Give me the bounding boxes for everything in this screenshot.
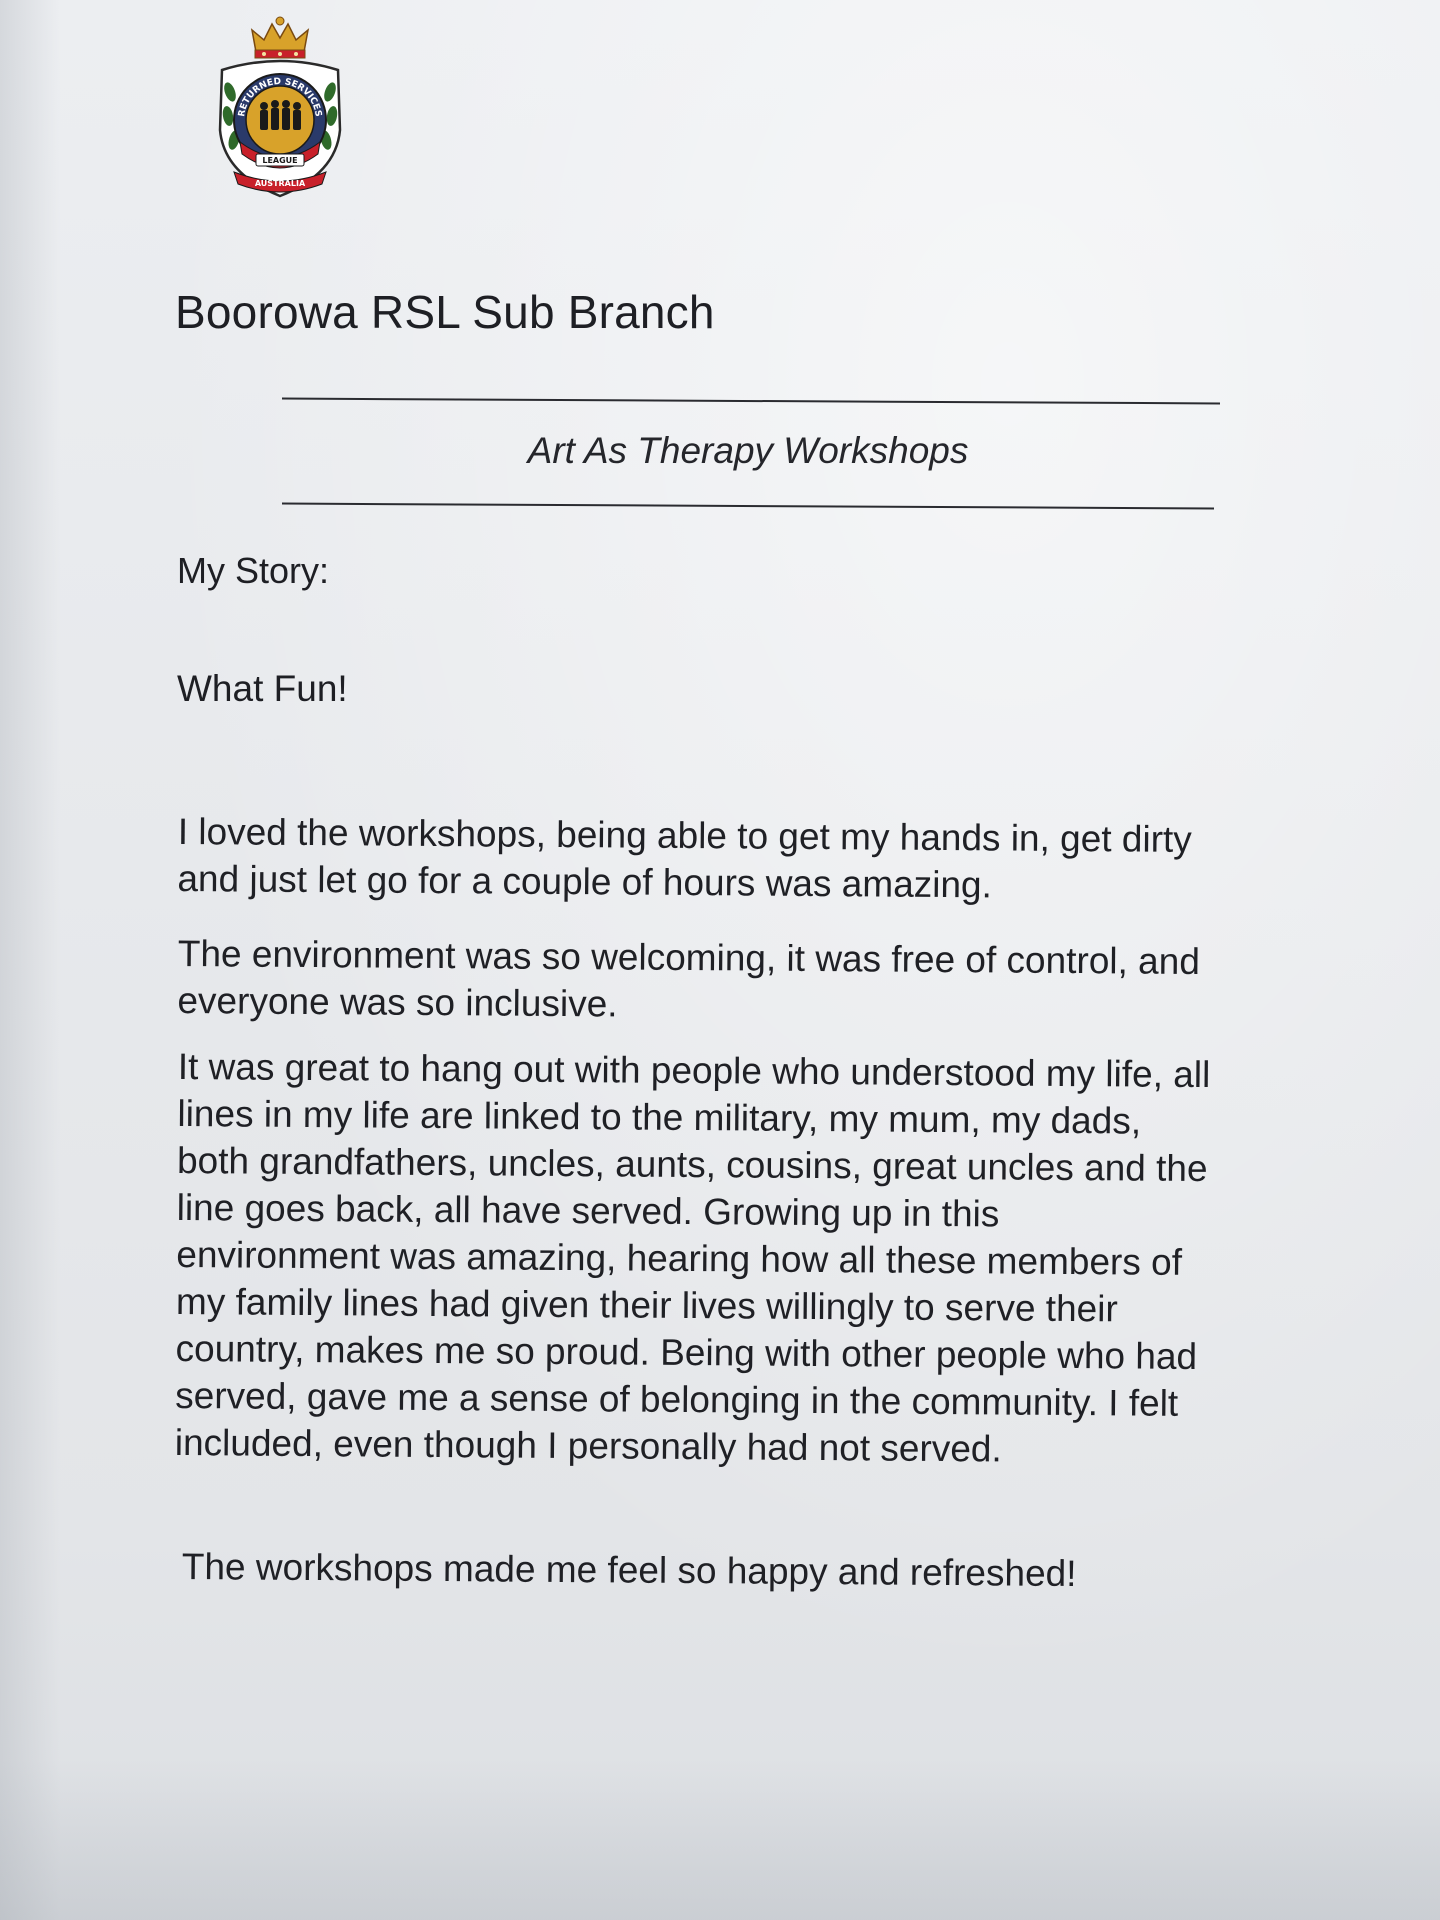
crown-icon (252, 17, 308, 58)
logo-banner-text: LEAGUE (262, 156, 298, 165)
paragraph-line: country, makes me so proud. Being with other people who had (175, 1327, 1198, 1378)
paragraph-line: served, gave me a sense of belonging in the community. I felt (175, 1374, 1179, 1424)
divider-bottom (282, 503, 1214, 510)
closing-line: The workshops made me feel so happy and refreshed! (181, 1546, 1077, 1595)
paragraph-line: environment was amazing, hearing how all these members of (176, 1233, 1183, 1283)
paragraph-3 (175, 1043, 1298, 1475)
story-label: My Story: (177, 550, 330, 591)
divider-top (282, 398, 1220, 405)
page-bottom-shadow (0, 1760, 1440, 1920)
paragraph-line: everyone was so inclusive. (177, 979, 618, 1025)
paragraph-line: It was great to hang out with people who understood my life, all (177, 1045, 1211, 1096)
paragraph-line: lines in my life are linked to the military, my mum, my dads, (177, 1092, 1142, 1142)
paragraph-2 (177, 930, 1298, 1033)
paragraph-line: The environment was so welcoming, it was free of control, and (177, 932, 1201, 983)
paragraph-line: line goes back, all have served. Growing up in this (176, 1186, 1000, 1235)
logo-scroll-text: AUSTRALIA (254, 179, 306, 188)
rsl-australia-crest-icon (200, 12, 360, 207)
paragraph-1 (177, 808, 1298, 911)
paragraph-line: both grandfathers, uncles, aunts, cousins, great uncles and the (176, 1139, 1208, 1190)
logo-ring-text: RETURNED SERVICES (237, 76, 323, 118)
paragraph-line: included, even though I personally had not served. (174, 1421, 1002, 1470)
document-subtitle: Art As Therapy Workshops (527, 430, 969, 471)
paragraph-line: and just let go for a couple of hours was amazing. (177, 857, 993, 906)
page-edge-shadow (0, 0, 60, 1920)
paragraph-line: I loved the workshops, being able to get my hands in, get dirty (177, 810, 1192, 860)
story-headline: What Fun! (177, 668, 348, 709)
org-name: Boorowa RSL Sub Branch (175, 286, 715, 338)
paragraph-line: my family lines had given their lives willingly to serve their (175, 1280, 1118, 1330)
